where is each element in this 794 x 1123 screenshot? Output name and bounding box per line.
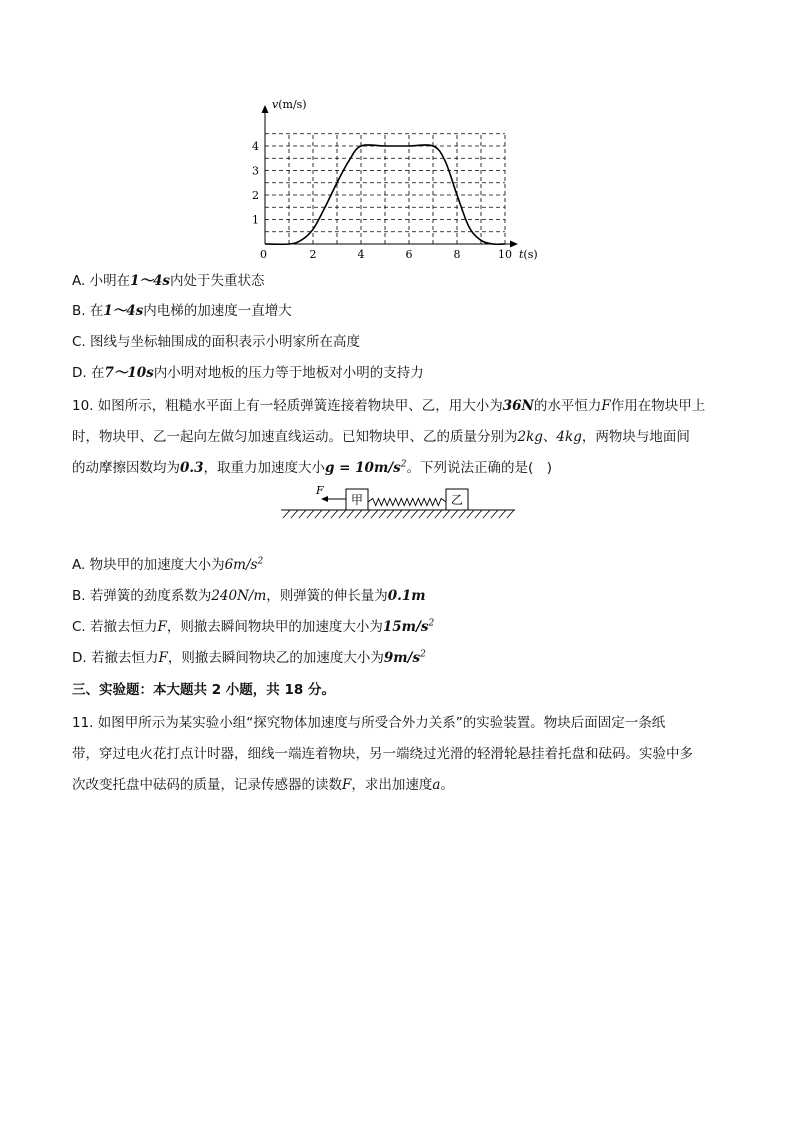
hatch-mark — [451, 510, 458, 518]
q11-line-1: 11. 如图甲所示为某实验小组“探究物体加速度与所受合外力关系”的实验装置。物块后面固定一条纸 — [72, 715, 666, 731]
ground-hatching — [283, 510, 514, 518]
q10-stem-line-3: 的动摩擦因数均为0.3，取重力加速度大小$g = 10m/s^2$。下列说法正确的是( ) — [72, 459, 553, 476]
q10-option-c: C. 若撤去恒力F，则撤去瞬间物块甲的加速度大小为$15m/s^2$ — [72, 618, 435, 635]
x-axis-arrow — [510, 241, 518, 248]
hatch-mark — [499, 510, 506, 518]
section-3-heading: 三、实验题：本大题共 2 小题，共 18 分。 — [72, 682, 335, 698]
hatch-mark — [443, 510, 450, 518]
hatch-mark — [299, 510, 306, 518]
q10-option-a: A. 物块甲的加速度大小为$6m/s^2$ — [72, 556, 264, 573]
x-axis-label: t(s) — [519, 248, 538, 261]
x-tick-label: 6 — [405, 248, 413, 261]
hatch-mark — [307, 510, 314, 518]
velocity-time-graph — [250, 92, 550, 267]
hatch-mark — [419, 510, 426, 518]
x-tick-label: 4 — [357, 248, 365, 261]
block-yi-label: 乙 — [450, 493, 464, 507]
hatch-mark — [371, 510, 378, 518]
hatch-mark — [467, 510, 474, 518]
y-tick-label: 1 — [252, 213, 259, 227]
x-tick-label: 8 — [453, 248, 461, 261]
hatch-mark — [347, 510, 354, 518]
origin-label: 0 — [260, 248, 267, 261]
y-axis-label: v(m/s) — [272, 98, 307, 111]
hatch-mark — [411, 510, 418, 518]
q10-stem-line-2: 时，物块甲、乙一起向左做匀加速直线运动。已知物块甲、乙的质量分别为2kg、4kg，两物块与地面间 — [72, 429, 690, 445]
hatch-mark — [387, 510, 394, 518]
hatch-mark — [291, 510, 298, 518]
hatch-mark — [403, 510, 410, 518]
y-axis-arrow — [262, 105, 269, 113]
q9-option-c: C. 图线与坐标轴围成的面积表示小明家所在高度 — [72, 334, 361, 350]
x-tick-label: 2 — [309, 248, 317, 261]
x-tick-label: 10 — [498, 248, 512, 261]
spring — [368, 499, 446, 506]
hatch-mark — [379, 510, 386, 518]
hatch-mark — [483, 510, 490, 518]
block-jia-label: 甲 — [350, 493, 364, 507]
hatch-mark — [491, 510, 498, 518]
force-label: F — [316, 484, 324, 497]
hatch-mark — [475, 510, 482, 518]
q10-option-d: D. 若撤去恒力F，则撤去瞬间物块乙的加速度大小为$9m/s^2$ — [72, 649, 426, 666]
hatch-mark — [339, 510, 346, 518]
q10-option-b: B. 若弹簧的劲度系数为240N/m，则弹簧的伸长量为0.1m — [72, 588, 426, 604]
q9-option-d: D. 在7～10s内小明对地板的压力等于地板对小明的支持力 — [72, 365, 424, 381]
y-tick-label: 3 — [252, 164, 259, 178]
hatch-mark — [459, 510, 466, 518]
q11-line-3: 次改变托盘中砝码的质量，记录传感器的读数F，求出加速度a。 — [72, 777, 454, 793]
hatch-mark — [323, 510, 330, 518]
hatch-mark — [283, 510, 290, 518]
hatch-mark — [363, 510, 370, 518]
hatch-mark — [427, 510, 434, 518]
hatch-mark — [331, 510, 338, 518]
q11-line-2: 带，穿过电火花打点计时器，细线一端连着物块，另一端绕过光滑的轻滑轮悬挂着托盘和砝码。实验中多 — [72, 746, 693, 762]
y-tick-label: 4 — [252, 140, 259, 153]
hatch-mark — [507, 510, 514, 518]
q9-option-b: B. 在1～4s内电梯的加速度一直增大 — [72, 303, 292, 319]
q9-option-a: A. 小明在1～4s内处于失重状态 — [72, 273, 265, 289]
q10-stem-line-1: 10. 如图所示，粗糙水平面上有一轻质弹簧连接着物块甲、乙，用大小为36N的水平恒力F作用在物块甲上 — [72, 398, 706, 414]
y-tick-label: 2 — [252, 189, 259, 202]
hatch-mark — [355, 510, 362, 518]
hatch-mark — [435, 510, 442, 518]
graph-axes — [262, 105, 519, 248]
hatch-mark — [315, 510, 322, 518]
spring-blocks-figure — [276, 481, 521, 521]
tick-labels — [252, 140, 512, 261]
hatch-mark — [395, 510, 402, 518]
